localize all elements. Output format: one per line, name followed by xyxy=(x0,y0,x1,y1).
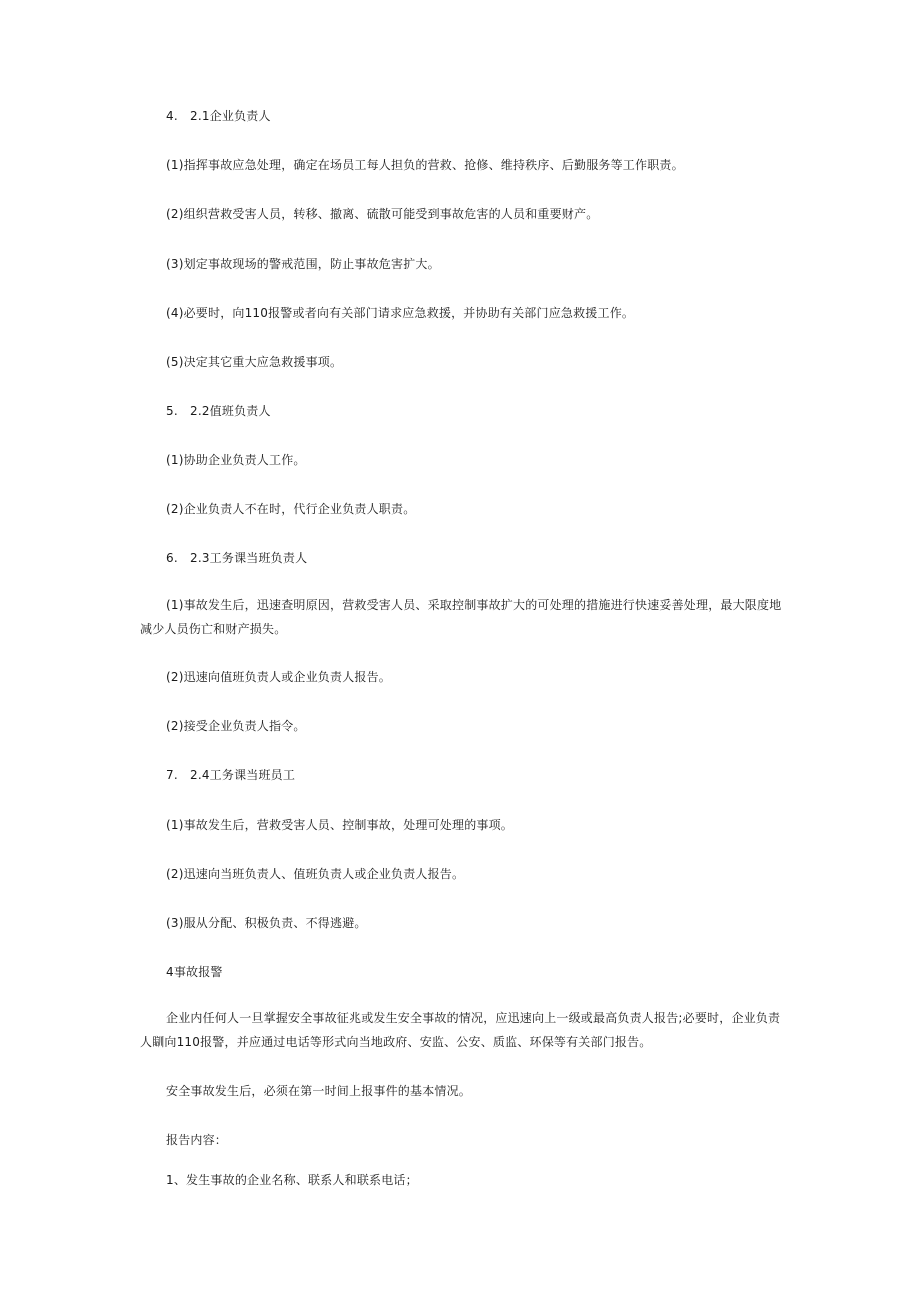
alarm-paragraph-2: 安全事故发生后，必须在第一时间上报事件的基本情况。 xyxy=(166,1084,472,1098)
heading-text: 2.2值班负责人 xyxy=(190,404,271,418)
list-item: (3)划定事故现场的警戒范围，防止事故危害扩大。 xyxy=(166,257,440,271)
section-heading xyxy=(166,550,307,566)
heading-number: 4. xyxy=(166,109,178,123)
list-item: (2)迅速向值班负责人或企业负责人报告。 xyxy=(166,670,391,684)
alarm-paragraph-text: 企业内任何人一旦掌握安全事故征兆或发生安全事故的情况，应迅速向上一级或最高负责人报告;必要时，企业负责人瞓向110报警，并应通过电话等形式向当地政府、安监、公安、质监、环保等有关部门报告。 xyxy=(140,1011,781,1049)
section-heading xyxy=(166,403,271,419)
heading-number: 6. xyxy=(166,551,178,565)
heading-text: 2.3工务课当班负责人 xyxy=(190,551,308,565)
alarm-heading: 4事故报警 xyxy=(166,965,223,979)
alarm-paragraph xyxy=(140,1006,788,1054)
list-item: (1)事故发生后，营救受害人员、控制事故，处理可处理的事项。 xyxy=(166,818,514,832)
list-item: (1)协助企业负责人工作。 xyxy=(166,453,306,467)
list-item-wrapped xyxy=(140,593,788,641)
heading-number: 7. xyxy=(166,768,178,782)
list-item: (2)组织营救受害人员，转移、撤离、硫散可能受到事故危害的人员和重要财产。 xyxy=(166,207,599,221)
list-item: (1)指挥事故应急处理，确定在场员工每人担负的营救、抢修、维持秩序、后勤服务等工作职责。 xyxy=(166,158,684,172)
list-item: (5)决定其它重大应急救援事项。 xyxy=(166,355,343,369)
list-item-text: (1)事故发生后，迅速查明原因，营救受害人员、采取控制事故扩大的可处理的措施进行快速妥善处理，最大限度地减少人员伤亡和财产损失。 xyxy=(140,598,782,636)
report-item: 1、发生事故的企业名称、联系人和联系电话； xyxy=(166,1173,418,1187)
list-item: (2)企业负责人不在时，代行企业负责人职责。 xyxy=(166,502,416,516)
list-item: (4)必要时，向110报警或者向有关部门请求应急救援，并协助有关部门应急救援工作。 xyxy=(166,306,635,320)
heading-number: 5. xyxy=(166,404,178,418)
list-item: (2)迅速向当班负责人、值班负责人或企业负责人报告。 xyxy=(166,867,465,881)
heading-text: 2.4工务课当班员工 xyxy=(190,768,296,782)
section-heading xyxy=(166,767,295,783)
list-item: (3)服从分配、积极负责、不得逃避。 xyxy=(166,916,367,930)
section-heading xyxy=(166,108,271,124)
report-label: 报告内容： xyxy=(166,1133,228,1147)
heading-text: 2.1企业负责人 xyxy=(190,109,271,123)
list-item: (2)接受企业负责人指令。 xyxy=(166,719,306,733)
